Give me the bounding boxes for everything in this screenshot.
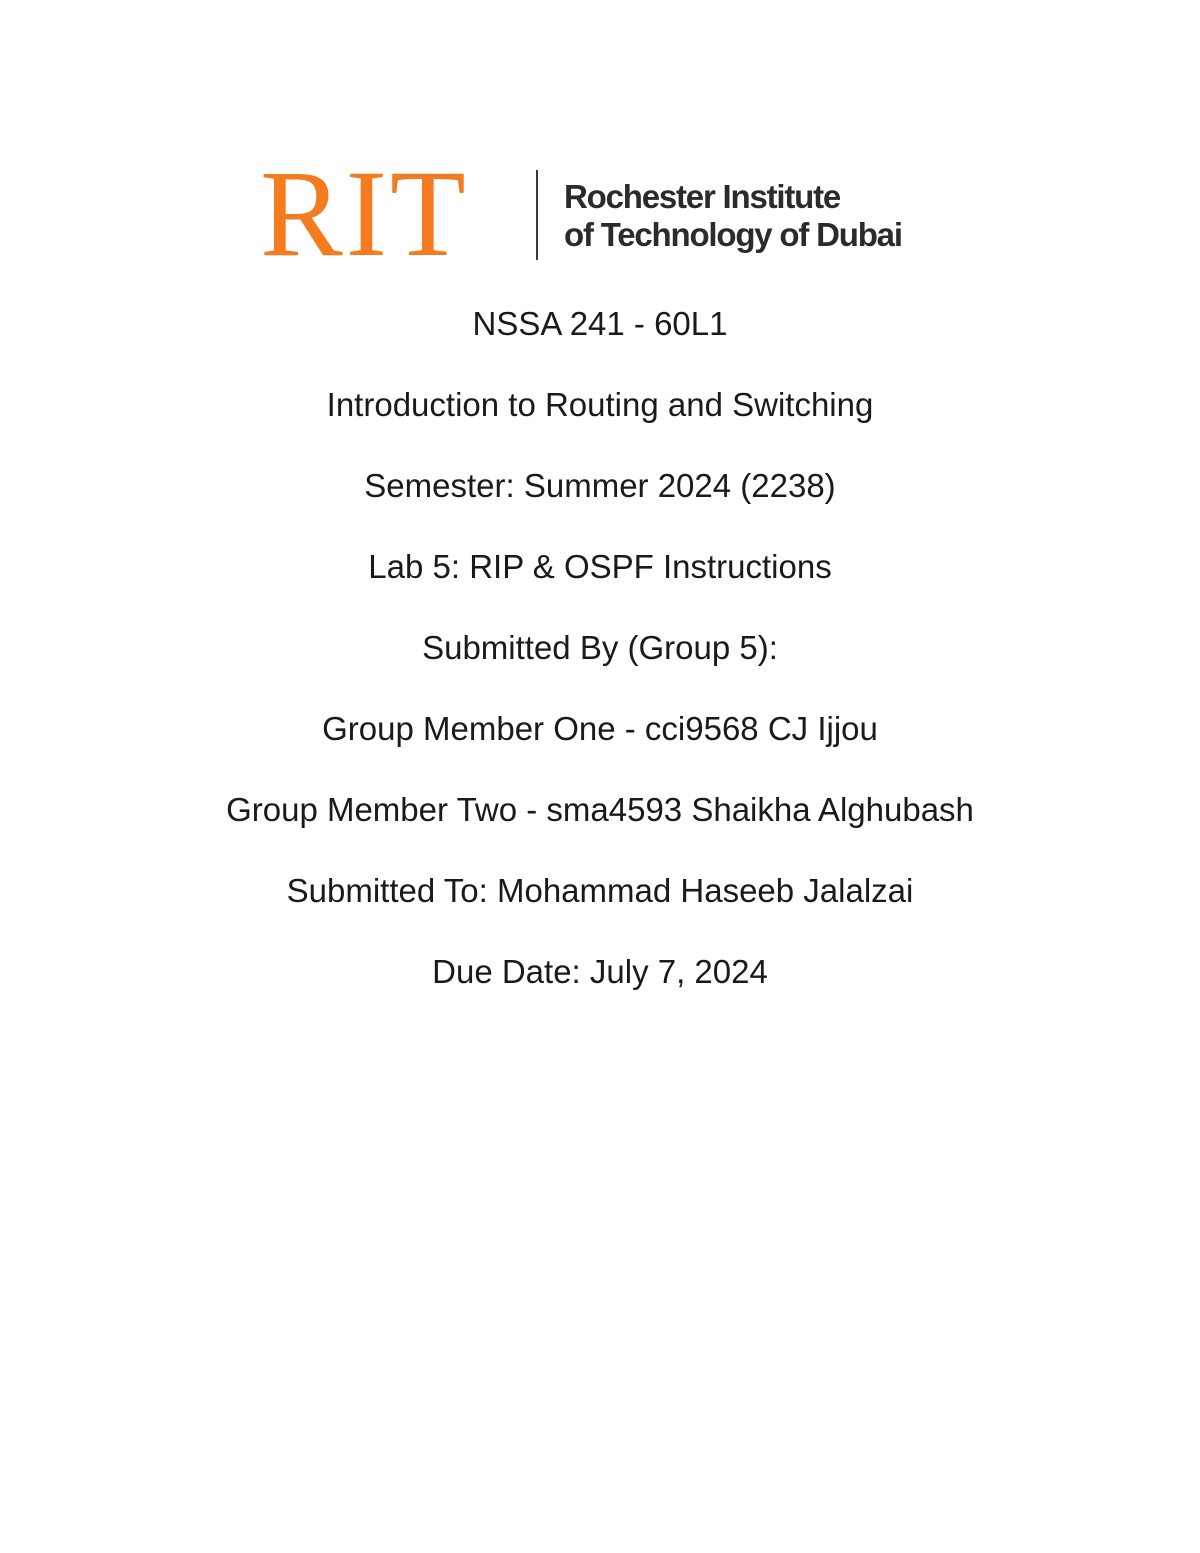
logo-name-line-1: Rochester Institute (564, 178, 841, 215)
lab-title: Lab 5: RIP & OSPF Instructions (368, 548, 832, 585)
course-title: Introduction to Routing and Switching (326, 386, 874, 423)
cover-details (0, 301, 1200, 1030)
logo-mark: RIT (260, 145, 469, 282)
group-member-two: Group Member Two - sma4593 Shaikha Alghubash (226, 791, 974, 828)
logo-name-line-2: of Technology of Dubai (564, 216, 902, 253)
logo-divider (536, 170, 538, 260)
logo-institution-name (564, 178, 902, 254)
semester: Semester: Summer 2024 (2238) (364, 467, 836, 504)
submitted-by: Submitted By (Group 5): (422, 629, 778, 666)
due-date: Due Date: July 7, 2024 (432, 953, 768, 990)
submitted-to: Submitted To: Mohammad Haseeb Jalalzai (286, 872, 914, 909)
group-member-one: Group Member One - cci9568 CJ Ijjou (322, 710, 878, 747)
course-code: NSSA 241 - 60L1 (472, 305, 728, 342)
rit-dubai-logo (258, 145, 948, 282)
